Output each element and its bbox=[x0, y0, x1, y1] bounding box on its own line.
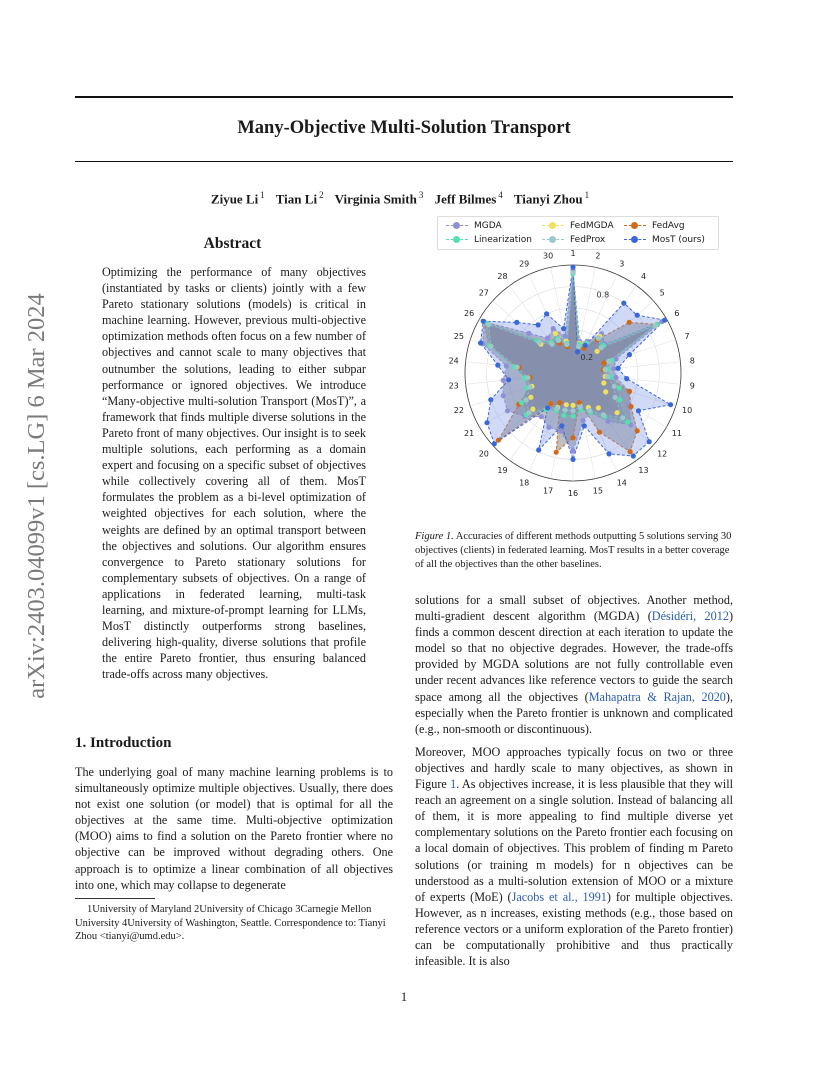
data-point bbox=[587, 408, 592, 413]
data-point bbox=[561, 413, 566, 418]
body-paragraph bbox=[415, 744, 733, 969]
data-point bbox=[635, 428, 640, 433]
legend-swatch bbox=[624, 222, 646, 230]
data-point bbox=[561, 326, 566, 331]
data-point bbox=[578, 404, 583, 409]
data-point bbox=[621, 301, 626, 306]
figure-caption-label: Figure 1. bbox=[415, 531, 454, 542]
data-point bbox=[488, 397, 493, 402]
category-label: 29 bbox=[519, 259, 530, 269]
category-label: 2 bbox=[595, 251, 601, 261]
data-point bbox=[564, 402, 569, 407]
legend-entry bbox=[542, 221, 614, 231]
intro-paragraph: The underlying goal of many machine learning problems is to simultaneously optimize multiple objectives. Usually, there does not exist one solution (or model) that is optimal for all the objectives at the same time. Multi-objective optimization (MOO) aims to find a solution on the Pareto frontier where no objective can be improved without degrading others. One approach is to optimize a linear combination of all objectives into one, which may collapse to degenerate bbox=[75, 765, 393, 892]
data-point bbox=[628, 404, 633, 409]
category-label: 27 bbox=[478, 288, 489, 298]
legend-swatch bbox=[446, 236, 468, 244]
data-point bbox=[481, 319, 486, 324]
data-point bbox=[570, 457, 575, 462]
data-point bbox=[555, 406, 560, 411]
data-point bbox=[631, 453, 636, 458]
legend-label: MosT (ours) bbox=[652, 235, 705, 245]
author-affiliation: 1 bbox=[260, 190, 265, 200]
data-point bbox=[492, 441, 497, 446]
data-point bbox=[486, 322, 491, 327]
data-point bbox=[537, 340, 542, 345]
data-point bbox=[624, 376, 629, 381]
data-point bbox=[605, 374, 610, 379]
author-name: Virginia Smith bbox=[334, 191, 417, 207]
author-affiliation: 2 bbox=[319, 190, 324, 200]
data-point bbox=[484, 420, 489, 425]
legend-label: MGDA bbox=[474, 221, 502, 231]
data-point bbox=[570, 448, 575, 453]
citation-link[interactable]: Désidéri, 2012 bbox=[651, 609, 729, 624]
data-point bbox=[536, 447, 541, 452]
page-number: 1 bbox=[400, 990, 408, 1004]
data-point bbox=[530, 407, 535, 412]
data-point bbox=[570, 414, 575, 419]
data-point bbox=[662, 318, 667, 323]
data-point bbox=[625, 420, 630, 425]
category-label: 24 bbox=[448, 356, 459, 366]
category-label: 14 bbox=[616, 478, 627, 488]
abstract-heading: Abstract bbox=[203, 235, 262, 252]
data-point bbox=[595, 349, 600, 354]
category-label: 12 bbox=[657, 449, 668, 459]
category-label: 4 bbox=[640, 271, 647, 281]
chart-legend bbox=[437, 216, 719, 250]
data-point bbox=[559, 423, 564, 428]
figure-reference-link[interactable]: 1 bbox=[450, 777, 457, 792]
category-label: 30 bbox=[543, 251, 554, 261]
data-point bbox=[581, 418, 586, 423]
data-point bbox=[653, 323, 658, 328]
data-point bbox=[570, 265, 575, 270]
data-point bbox=[605, 419, 610, 424]
data-point bbox=[527, 384, 532, 389]
data-point bbox=[627, 352, 632, 357]
data-point bbox=[647, 439, 652, 444]
data-point bbox=[613, 375, 618, 380]
legend-entry bbox=[624, 235, 705, 245]
legend-swatch bbox=[542, 236, 564, 244]
data-point bbox=[627, 320, 632, 325]
legend-label: FedProx bbox=[570, 235, 606, 245]
data-point bbox=[570, 270, 575, 275]
data-point bbox=[558, 429, 563, 434]
category-label: 26 bbox=[464, 309, 475, 318]
data-point bbox=[515, 365, 520, 370]
data-point bbox=[620, 415, 625, 420]
category-label: 1 bbox=[570, 249, 576, 258]
data-point bbox=[550, 342, 555, 347]
legend-label: FedMGDA bbox=[570, 221, 614, 231]
text-run: ) for multiple objectives. However, as n increases, existing methods (e.g., those based on reference vectors or a uniform exploration of the Pareto frontier) can be computationally prohibitive and thus practically infeasible. It is also bbox=[415, 889, 733, 969]
data-point bbox=[616, 366, 621, 371]
category-label: 15 bbox=[592, 486, 603, 496]
data-point bbox=[628, 449, 633, 454]
legend-label: Linearization bbox=[474, 235, 532, 245]
data-point bbox=[596, 405, 601, 410]
data-point bbox=[539, 414, 544, 419]
text-run: ) finds a common descent direction at each iteration to update the model so that no objective degrades. However, the trade-offs provided by MGDA solutions are not fully controllable even under recent advances like reference vectors to guide the search space among all the objectives ( bbox=[415, 609, 733, 704]
author-name: Tian Li bbox=[275, 191, 318, 207]
category-label: 28 bbox=[497, 271, 508, 281]
author-list bbox=[75, 190, 733, 207]
data-point bbox=[526, 331, 531, 336]
legend-swatch bbox=[624, 236, 646, 244]
title-bottom-rule bbox=[75, 161, 733, 162]
data-point bbox=[612, 384, 617, 389]
data-point bbox=[506, 377, 511, 382]
introduction-body bbox=[75, 764, 393, 893]
data-point bbox=[636, 408, 641, 413]
radial-tick-label: 0.2 bbox=[580, 353, 594, 363]
data-point bbox=[606, 359, 611, 364]
data-point bbox=[545, 405, 550, 410]
author-name: Ziyue Li bbox=[210, 191, 259, 207]
data-point bbox=[603, 367, 608, 372]
data-point bbox=[524, 397, 529, 402]
right-column-body bbox=[415, 592, 733, 976]
data-point bbox=[617, 385, 622, 390]
footnote-rule bbox=[75, 898, 155, 899]
text-run: solutions for a small subset of objectives. Another method, multi-gradient descent algorithm (MGDA) ( bbox=[415, 593, 733, 624]
top-rule bbox=[75, 96, 733, 98]
author-affiliation: 1 bbox=[584, 190, 590, 200]
data-point bbox=[599, 345, 604, 350]
data-point bbox=[545, 336, 550, 341]
data-point bbox=[627, 389, 632, 394]
data-point bbox=[495, 363, 500, 368]
data-point bbox=[514, 320, 519, 325]
data-point bbox=[501, 393, 506, 398]
data-point bbox=[597, 430, 602, 435]
category-label: 20 bbox=[478, 449, 489, 459]
body-paragraph bbox=[415, 592, 733, 737]
text-run: ), especially when the Pareto frontier is unknown and complicated (e.g., non-smooth or discontinuous). bbox=[415, 689, 734, 736]
footnote-affiliations: 1University of Maryland 2University of Chicago 3Carnegie Mellon University 4University of Washington, Seattle. Correspondence to: Tianyi Zhou <tianyi@umd.edu>. bbox=[75, 904, 386, 943]
data-point bbox=[635, 313, 640, 318]
paper-title: Many-Objective Multi-Solution Transport bbox=[237, 118, 571, 138]
data-point bbox=[478, 340, 483, 345]
data-point bbox=[488, 344, 493, 349]
legend-entry bbox=[542, 235, 605, 245]
legend-label: FedAvg bbox=[652, 221, 685, 231]
citation-link[interactable]: Mahapatra & Rajan, 2020 bbox=[588, 689, 726, 704]
data-point bbox=[606, 451, 611, 456]
abstract-text: Optimizing the performance of many objectives (instantiated by tasks or clients) jointly with a few Pareto stationary solutions (models) is critical in machine learning. However, previous multi-objective optimization methods often focus on a few number of objectives and cannot scale to many objectives that outnumber the solutions, leading to either subpar performance or ignored objectives. We introduce “Many-objective multi-solution Transport (MosT)”, a framework that finds multiple diverse solutions in the Pareto front of many objectives. Our insight is to seek multiple solutions, each performing as a domain expert and focusing on a specific subset of objectives while collectively covering all of them. MosT formulates the problem as a bi-level optimization of weighted objectives for each solution, where the weights are defined by an optimal transport between the objectives and solutions. Our algorithm ensures convergence to Pareto stationary solutions for complementary subsets of objectives. On a range of applications in federated learning, multi-task learning, and mixture-of-prompt learning for LLMs, MosT distinctly outperforms strong baselines, delivering high-quality, diverse solutions that profile the entire Pareto frontier, thus ensuring balanced trade-offs across many objectives. bbox=[102, 265, 366, 682]
radial-tick-label: 0.8 bbox=[596, 290, 610, 300]
data-point bbox=[525, 375, 530, 380]
data-point bbox=[564, 342, 569, 347]
data-point bbox=[505, 408, 510, 413]
data-point bbox=[553, 331, 558, 336]
data-point bbox=[576, 344, 581, 349]
data-point bbox=[544, 311, 549, 316]
data-point bbox=[582, 423, 587, 428]
text-run: Moreover, MOO approaches typically focus on two or three objectives and hardly scale to many objectives, as shown in Figure bbox=[415, 744, 733, 792]
category-label: 22 bbox=[453, 406, 464, 416]
data-point bbox=[554, 450, 559, 455]
data-point bbox=[501, 378, 506, 383]
section-heading-introduction: 1. Introduction bbox=[75, 735, 172, 751]
author-affiliation: 3 bbox=[418, 190, 424, 200]
data-point bbox=[570, 408, 575, 413]
category-label: 13 bbox=[638, 466, 649, 476]
category-label: 11 bbox=[671, 429, 682, 438]
category-label: 23 bbox=[448, 381, 459, 391]
data-point bbox=[504, 363, 509, 368]
citation-link[interactable]: Jacobs et al., 1991 bbox=[511, 889, 607, 904]
data-point bbox=[556, 338, 561, 343]
author-name: Jeff Bilmes bbox=[434, 191, 497, 207]
data-point bbox=[557, 400, 562, 405]
data-point bbox=[548, 401, 553, 406]
data-point bbox=[668, 402, 673, 407]
legend-swatch bbox=[542, 222, 564, 230]
legend-entry bbox=[446, 235, 532, 245]
data-point bbox=[528, 395, 533, 400]
text-run: . As objectives increase, it is less plausible that they will reach an agreement on a single solution. Instead of balancing all of them, it is more appealing to find multiple diverse yet complementary solutions on the Pareto frontier each focusing on a local domain of objectives. This problem of finding m Pareto solutions (or training m models) for n objectives can be understood as a multi-solution extension of MOO or a mixture of experts (MoE) ( bbox=[415, 777, 733, 904]
author-name: Tianyi Zhou bbox=[513, 191, 583, 207]
figure-caption bbox=[415, 530, 733, 573]
data-point bbox=[617, 397, 622, 402]
category-label: 10 bbox=[682, 406, 693, 416]
data-point bbox=[575, 349, 580, 354]
radar-chart bbox=[415, 248, 733, 518]
data-point bbox=[583, 343, 588, 348]
data-point bbox=[603, 389, 608, 394]
data-point bbox=[551, 326, 556, 331]
data-point bbox=[536, 322, 541, 327]
legend-entry bbox=[624, 221, 685, 231]
category-label: 19 bbox=[497, 466, 508, 476]
data-point bbox=[615, 410, 620, 415]
data-point bbox=[563, 407, 568, 412]
category-label: 7 bbox=[684, 331, 690, 341]
category-label: 5 bbox=[659, 288, 665, 298]
category-label: 8 bbox=[689, 356, 695, 366]
author-affiliation: 4 bbox=[498, 190, 503, 200]
category-label: 18 bbox=[519, 478, 530, 488]
data-point bbox=[601, 380, 606, 385]
category-label: 17 bbox=[543, 486, 554, 496]
legend-entry bbox=[446, 221, 502, 231]
data-point bbox=[519, 400, 524, 405]
data-point bbox=[563, 333, 568, 338]
legend-swatch bbox=[446, 222, 468, 230]
data-point bbox=[526, 410, 531, 415]
data-point bbox=[596, 336, 601, 341]
category-label: 3 bbox=[619, 259, 625, 269]
footnote bbox=[75, 903, 393, 944]
data-point bbox=[601, 360, 606, 365]
figure-caption-text: Accuracies of different methods outputting 5 solutions serving 30 objectives (clients) in federated learning. MosT results in a better coverage of all the objectives than the other baselines. bbox=[415, 531, 732, 571]
category-label: 16 bbox=[567, 489, 579, 498]
category-label: 21 bbox=[464, 429, 475, 438]
data-point bbox=[613, 395, 618, 400]
category-label: 9 bbox=[689, 381, 695, 391]
data-point bbox=[496, 438, 501, 443]
data-point bbox=[570, 403, 575, 408]
category-label: 6 bbox=[674, 309, 680, 318]
data-point bbox=[601, 412, 606, 417]
data-point bbox=[546, 425, 551, 430]
abstract-body bbox=[102, 264, 366, 682]
data-point bbox=[570, 435, 575, 440]
category-label: 25 bbox=[453, 331, 464, 341]
